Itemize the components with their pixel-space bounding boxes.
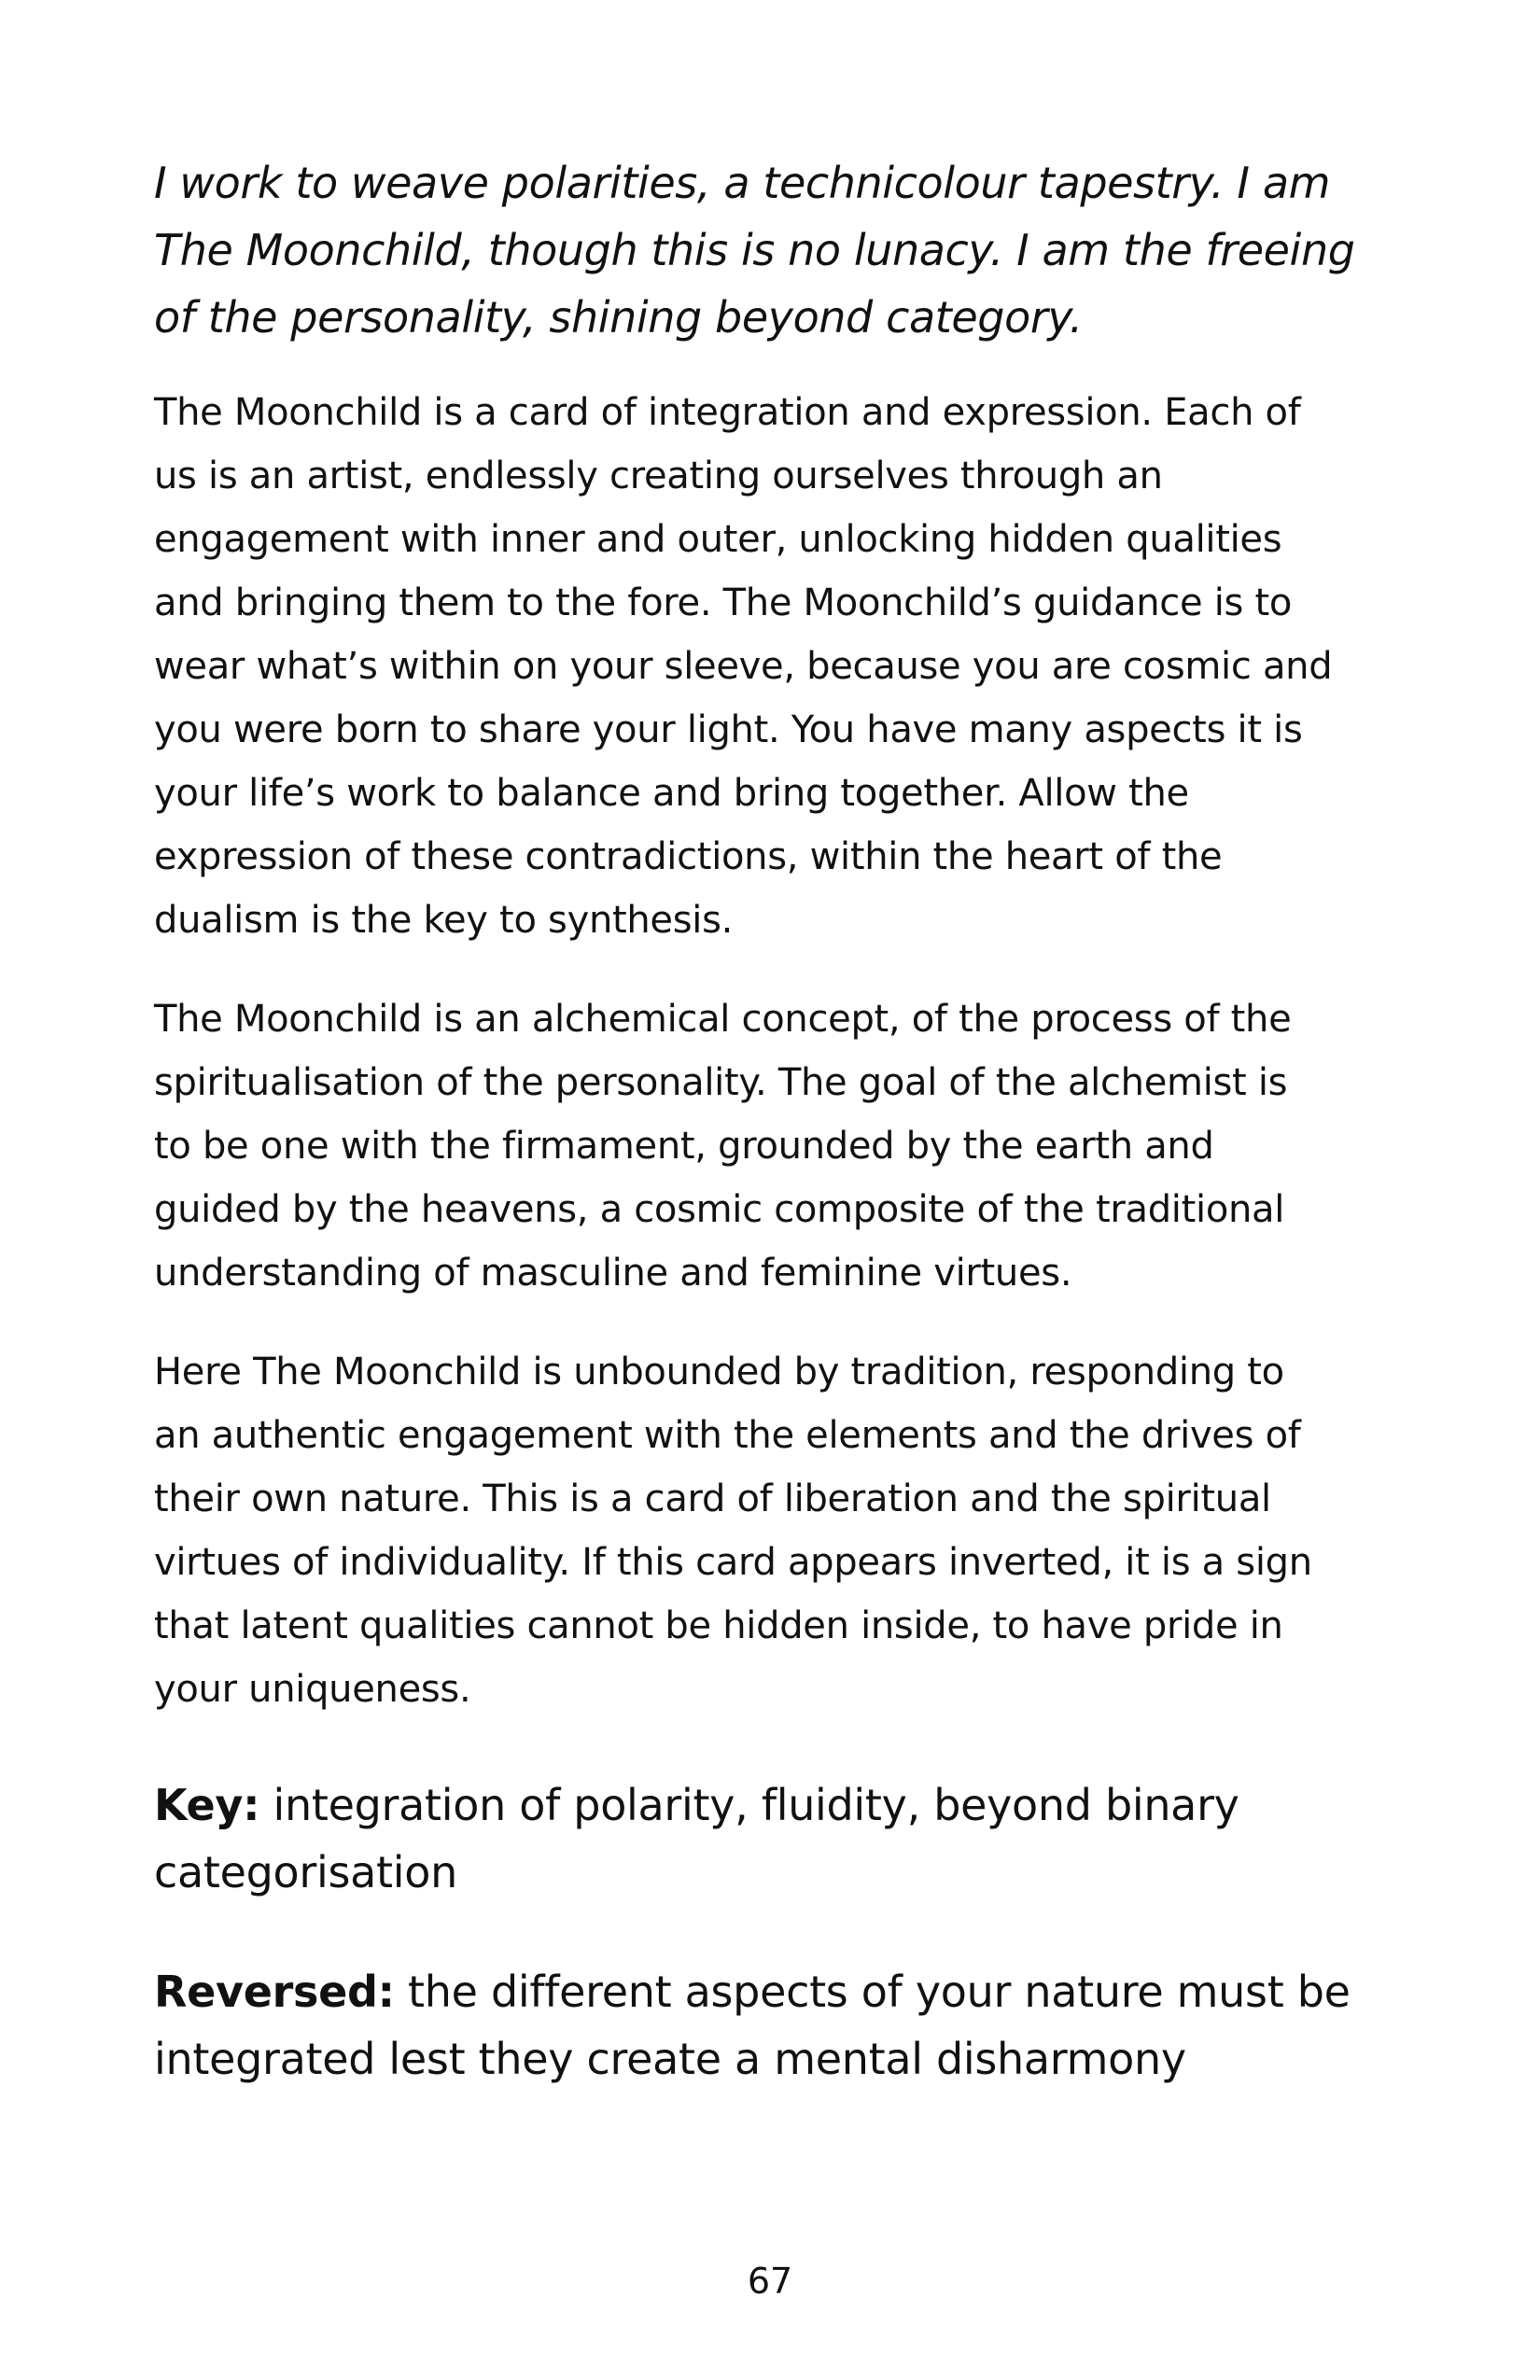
reversed-text: the different aspects of your nature must be xyxy=(394,1967,1351,2017)
paragraph-line: us is an artist, endlessly creating ourselves through an xyxy=(154,455,1163,497)
reversed-line xyxy=(154,1958,1405,2025)
paragraph-alchemical xyxy=(154,987,1405,1305)
key-line xyxy=(154,1771,1405,1839)
paragraph-line: to be one with the firmament, grounded by the earth and xyxy=(154,1125,1214,1168)
paragraph-line: their own nature. This is a card of liberation and the spiritual xyxy=(154,1477,1271,1520)
paragraph-line: understanding of masculine and feminine virtues. xyxy=(154,1252,1072,1295)
paragraph-line: spiritualisation of the personality. The goal of the alchemist is xyxy=(154,1061,1288,1104)
page-content xyxy=(154,149,1405,2145)
paragraph-liberation xyxy=(154,1340,1405,1721)
paragraph-line: your uniqueness. xyxy=(154,1668,471,1711)
paragraph-integration xyxy=(154,381,1405,952)
key-line: categorisation xyxy=(154,1847,457,1897)
reversed-label: Reversed: xyxy=(154,1967,395,2017)
paragraph-line: that latent qualities cannot be hidden inside, to have pride in xyxy=(154,1604,1283,1647)
paragraph-line: dualism is the key to synthesis. xyxy=(154,899,734,942)
paragraph-line: expression of these contradictions, within the heart of the xyxy=(154,835,1223,878)
paragraph-line: guided by the heavens, a cosmic composite of the traditional xyxy=(154,1188,1285,1231)
page-number: 67 xyxy=(747,2261,793,2302)
paragraph-line: an authentic engagement with the elements and the drives of xyxy=(154,1414,1301,1457)
paragraph-line: engagement with inner and outer, unlocking hidden qualities xyxy=(154,518,1282,561)
key-meaning xyxy=(154,1771,1405,1906)
paragraph-line: your life’s work to balance and bring together. Allow the xyxy=(154,772,1189,815)
paragraph-line: virtues of individuality. If this card appears inverted, it is a sign xyxy=(154,1541,1312,1584)
key-label: Key: xyxy=(154,1780,260,1830)
key-text: integration of polarity, fluidity, beyond binary xyxy=(259,1780,1239,1830)
reversed-meaning xyxy=(154,1958,1405,2093)
paragraph-line: Here The Moonchild is unbounded by tradition, responding to xyxy=(154,1351,1284,1393)
intro-line: I work to weave polarities, a technicolour tapestry. I am xyxy=(154,158,1331,208)
intro-line: The Moonchild, though this is no lunacy. I am the freeing xyxy=(154,225,1355,275)
paragraph-line: you were born to share your light. You have many aspects it is xyxy=(154,708,1303,751)
paragraph-line: wear what’s within on your sleeve, because you are cosmic and xyxy=(154,645,1333,688)
paragraph-line: The Moonchild is an alchemical concept, of the process of the xyxy=(154,998,1292,1041)
reversed-line: integrated lest they create a mental disharmony xyxy=(154,2034,1186,2084)
intro-verse xyxy=(154,149,1405,351)
intro-line: of the personality, shining beyond category. xyxy=(154,292,1083,343)
paragraph-line: and bringing them to the fore. The Moonchild’s guidance is to xyxy=(154,581,1293,624)
paragraph-line: The Moonchild is a card of integration and expression. Each of xyxy=(154,391,1301,434)
